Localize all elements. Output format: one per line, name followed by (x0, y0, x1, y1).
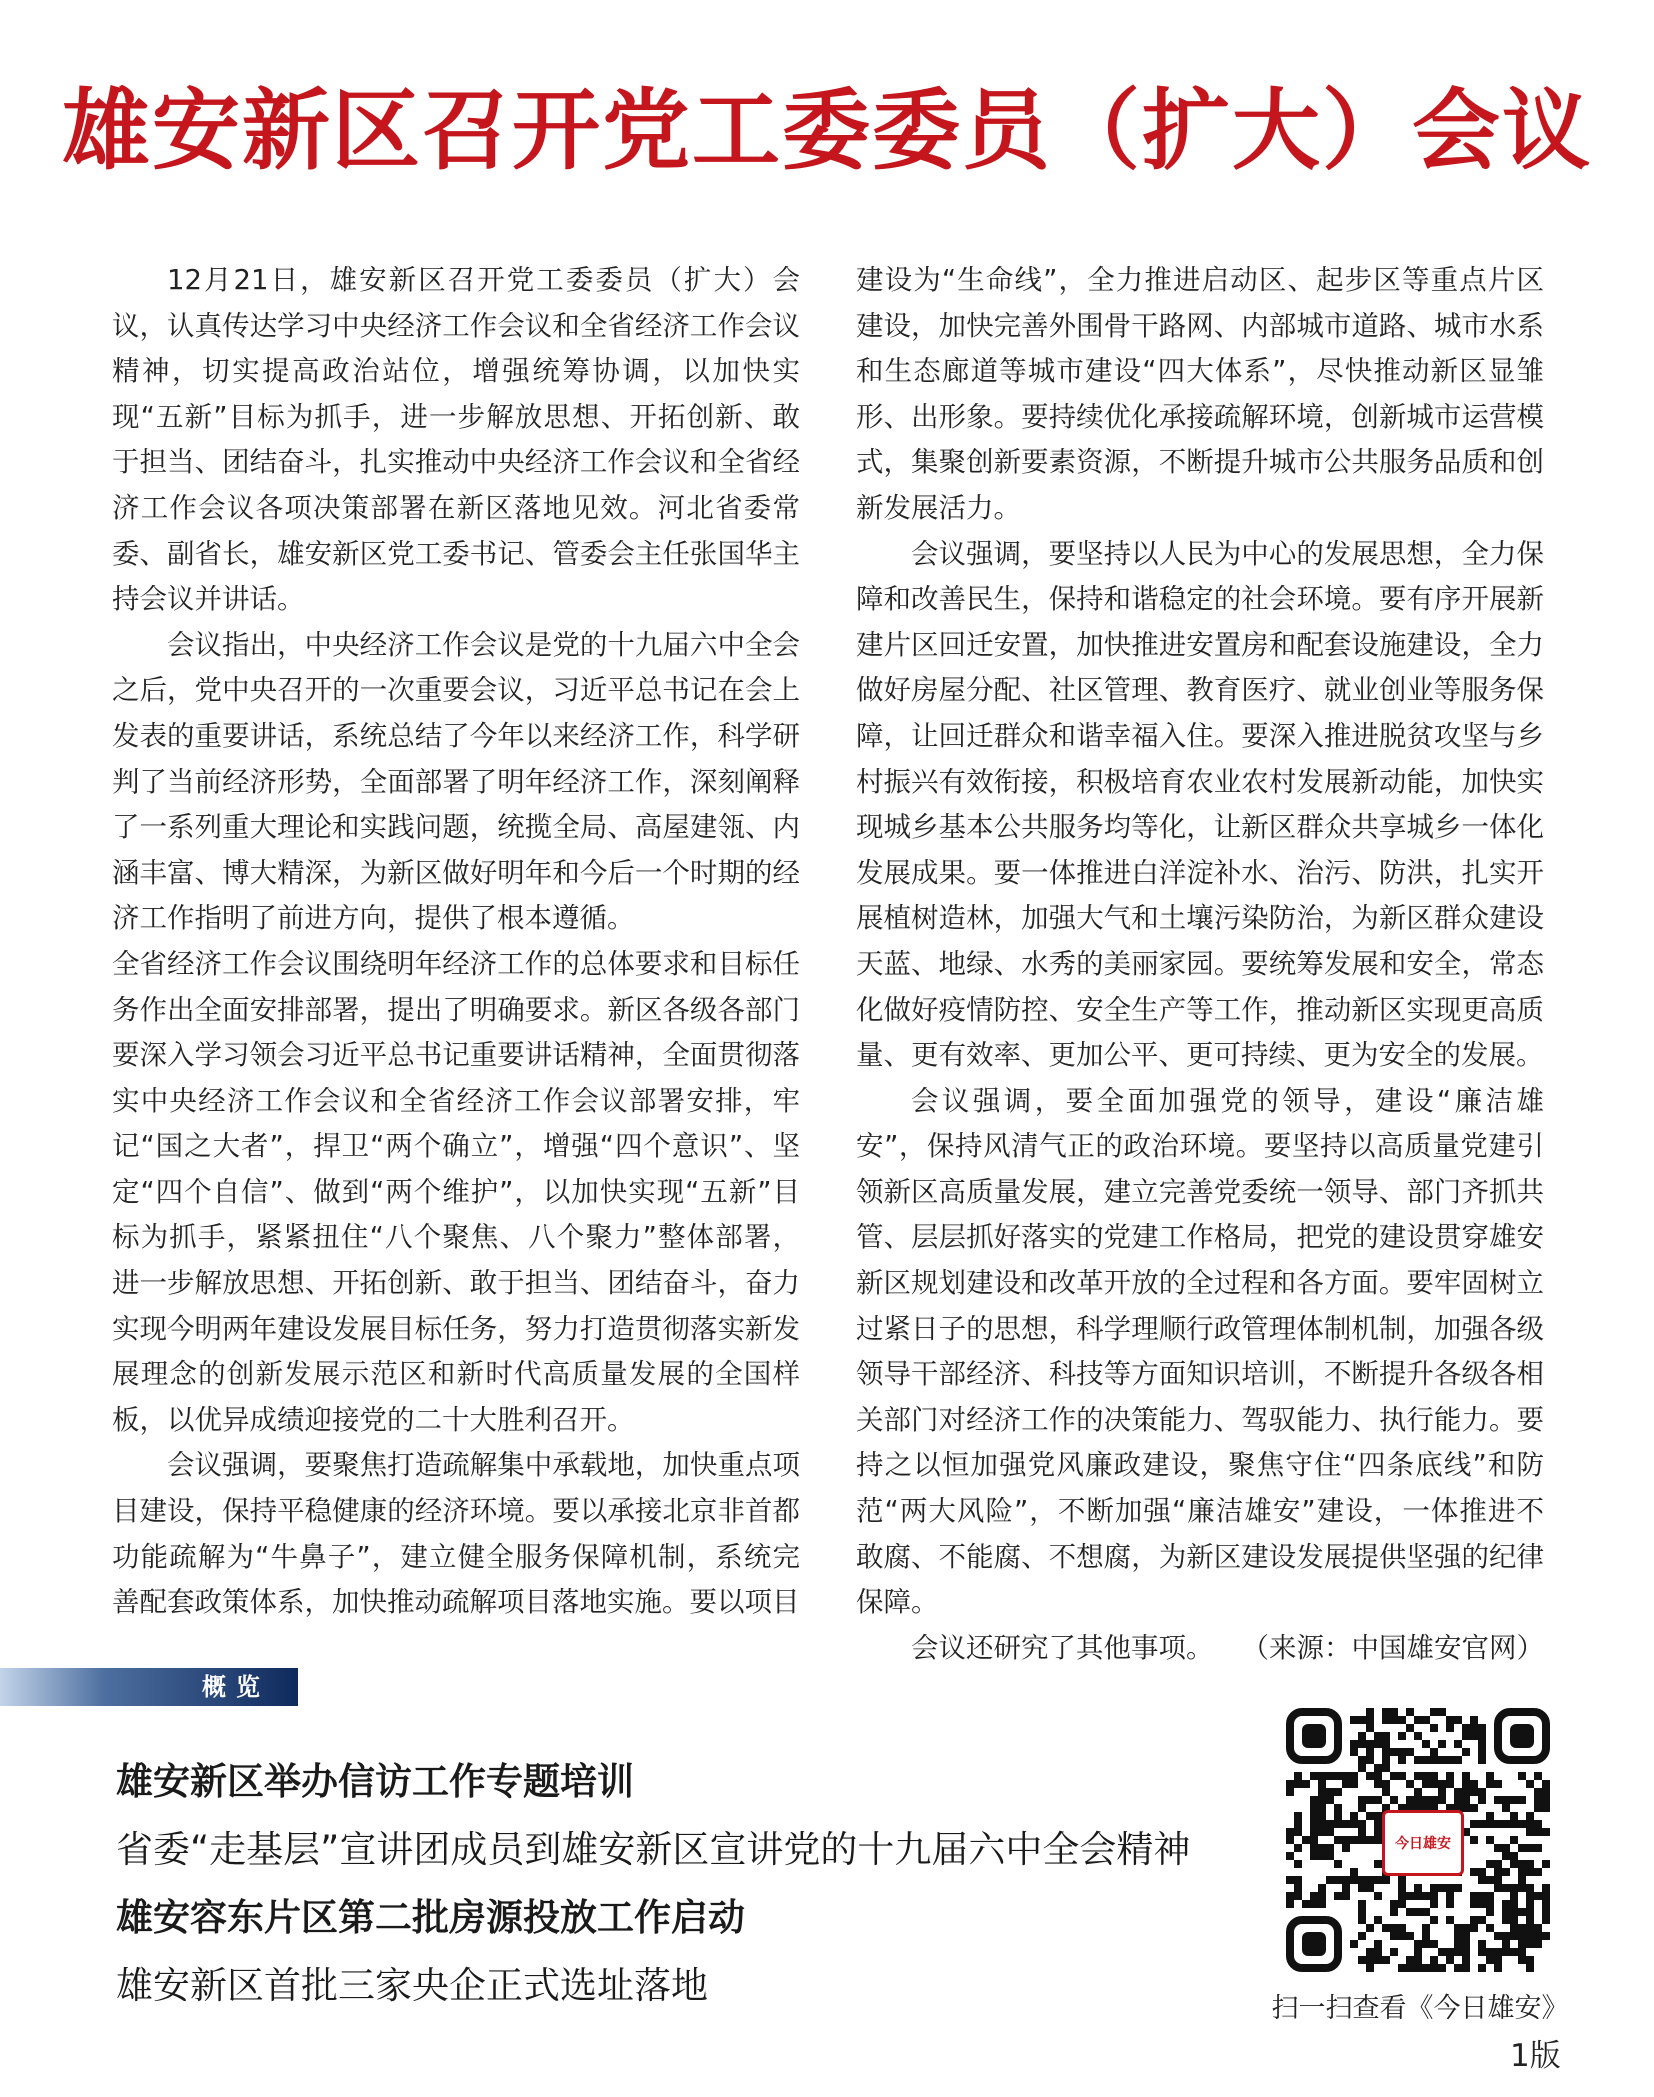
article-paragraph: 会议强调，要全面加强党的领导，建设“廉洁雄安”，保持风清气正的政治环境。要坚持以高质量党建引领新区高质量发展，建立完善党委统一领导、部门齐抓共管、层层抓好落实的党建工作格局，把党的建设贯穿雄安新区规划建设和改革开放的全过程和各方面。要牢固树立过紧日子的思想，科学理顺行政管理体制机制，加强各级领导干部经济、科技等方面知识培训，不断提升各级各相关部门对经济工作的决策能力、驾驭能力、执行能力。要持之以恒加强党风廉政建设，聚焦守住“四条底线”和防范“两大风险”，不断加强“廉洁雄安”建设，一体推进不敢腐、不能腐、不想腐，为新区建设发展提供坚强的纪律保障。 (856, 1084, 1544, 1619)
overview-news-list (116, 1748, 1236, 2020)
article-paragraph: 会议指出，中央经济工作会议是党的十九届六中全会之后，党中央召开的一次重要会议，习近平总书记在会上发表的重要讲话，系统总结了今年以来经济工作，科学研判了当前经济形势，全面部署了明年经济工作，深刻阐释了一系列重大理论和实践问题，统揽全局、高屋建瓴、内涵丰富、博大精深，为新区做好明年和今后一个时期的经济工作指明了前进方向，提供了根本遵循。 (112, 628, 800, 935)
article-closing (856, 1626, 1544, 1672)
qr-finder-pattern (1290, 1920, 1338, 1968)
article-column-right (856, 258, 1544, 1671)
closing-text: 会议还研究了其他事项。 (911, 1631, 1214, 1664)
article-paragraph: 会议强调，要聚焦打造疏解集中承载地，加快重点项目建设，保持平稳健康的经济环境。要以承接北京非首都功能疏解为“牛鼻子”，建立健全服务保障机制，系统完善配套政策体系，加快推动疏解项目落地实施。要以项目 (112, 1449, 800, 1619)
news-headline-item[interactable]: 雄安新区举办信访工作专题培训 (116, 1760, 634, 1803)
news-headline-item[interactable]: 雄安新区首批三家央企正式选址落地 (116, 1964, 708, 2007)
qr-caption: 扫一扫查看《今日雄安》 (1271, 1993, 1569, 2024)
news-headline-item[interactable]: 雄安容东片区第二批房源投放工作启动 (116, 1896, 745, 1939)
page-headline: 雄安新区召开党工委委员（扩大）会议 (61, 78, 1592, 182)
article-column-left (112, 258, 800, 1626)
article-paragraph: 全省经济工作会议围绕明年经济工作的总体要求和目标任务作出全面安排部署，提出了明确要求。新区各级各部门要深入学习领会习近平总书记重要讲话精神，全面贯彻落实中央经济工作会议和全省经济工作会议部署安排，牢记“国之大者”，捍卫“两个确立”，增强“四个意识”、坚定“四个自信”、做到“两个维护”，以加快实现“五新”目标为抓手，紧紧扭住“八个聚焦、八个聚力”整体部署，进一步解放思想、开拓创新、敢于担当、团结奋斗，奋力实现今明两年建设发展目标任务，努力打造贯彻落实新发展理念的创新发展示范区和新时代高质量发展的全国样板，以优异成绩迎接党的二十大胜利召开。 (112, 947, 800, 1436)
source-credit: （来源：中国雄安官网） (1241, 1631, 1544, 1664)
article-paragraph: 12月21日，雄安新区召开党工委委员（扩大）会议，认真传达学习中央经济工作会议和全省经济工作会议精神，切实提高政治站位，增强统筹协调，以加快实现“五新”目标为抓手，进一步解放思想、开拓创新、敢于担当、团结奋斗，扎实推动中央经济工作会议和全省经济工作会议各项决策部署在新区落地见效。河北省委常委、副省长，雄安新区党工委书记、管委会主任张国华主持会议并讲话。 (112, 264, 800, 616)
news-headline-item[interactable]: 省委“走基层”宣讲团成员到雄安新区宣讲党的十九届六中全会精神 (116, 1828, 1191, 1871)
article-paragraph: 建设为“生命线”，全力推进启动区、起步区等重点片区建设，加快完善外围骨干路网、内部城市道路、城市水系和生态廊道等城市建设“四大体系”，尽快推动新区显雏形、出形象。要持续优化承接疏解环境，创新城市运营模式，集聚创新要素资源，不断提升城市公共服务品质和创新发展活力。 (856, 264, 1544, 524)
qr-finder-pattern (1498, 1712, 1546, 1760)
overview-label: 概览 (202, 1673, 270, 1701)
qr-logo: 今日雄安 (1382, 1810, 1464, 1876)
article-paragraph: 会议强调，要坚持以人民为中心的发展思想，全力保障和改善民生，保持和谐稳定的社会环境。要有序开展新建片区回迁安置，加快推进安置房和配套设施建设，全力做好房屋分配、社区管理、教育医疗、就业创业等服务保障，让回迁群众和谐幸福入住。要深入推进脱贫攻坚与乡村振兴有效衔接，积极培育农业农村发展新动能，加快实现城乡基本公共服务均等化，让新区群众共享城乡一体化发展成果。要一体推进白洋淀补水、治污、防洪，扎实开展植树造林，加强大气和土壤污染防治，为新区群众建设天蓝、地绿、水秀的美丽家园。要统筹发展和安全，常态化做好疫情防控、安全生产等工作，推动新区实现更高质量、更有效率、更加公平、更可持续、更为安全的发展。 (856, 537, 1544, 1072)
page-number: 1版 (1510, 2038, 1561, 2074)
qr-finder-pattern (1290, 1712, 1338, 1760)
